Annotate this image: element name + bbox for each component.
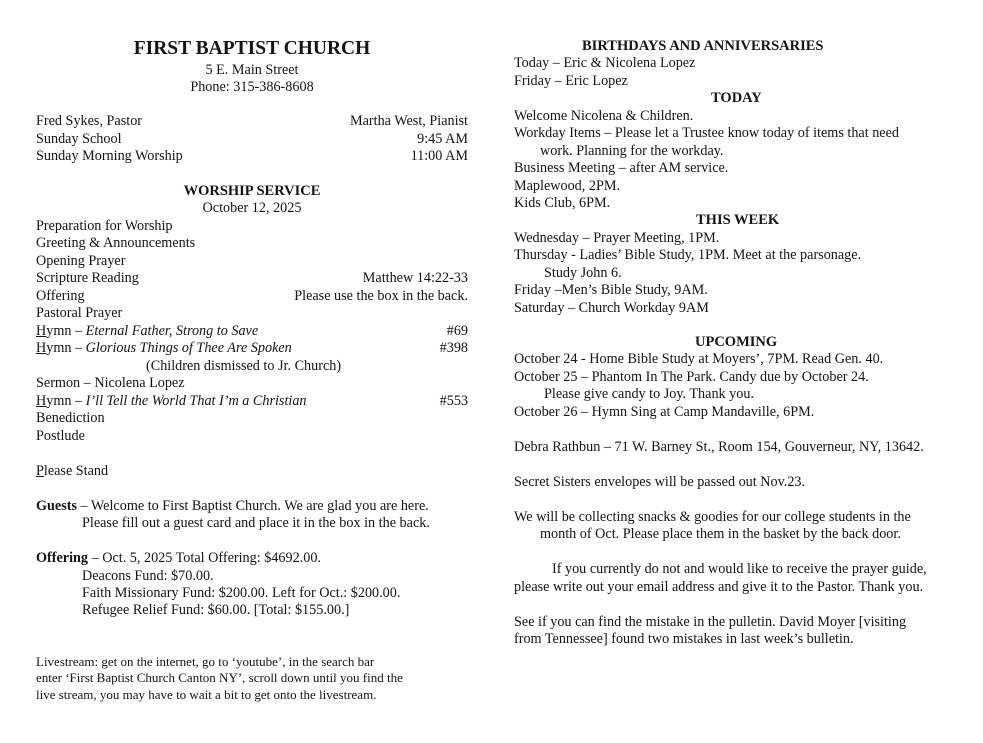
birthday-item: Today – Eric & Nicolena Lopez <box>514 55 696 71</box>
debra-address: Debra Rathbun – 71 W. Barney St., Room 154, Gouverneur, NY, 13642. <box>514 439 924 455</box>
worship-date: October 12, 2025 <box>202 200 302 216</box>
staff-left: Fred Sykes, Pastor <box>36 113 143 129</box>
today-item: Kids Club, 6PM. <box>514 195 611 211</box>
this-week-heading: THIS WEEK <box>696 212 780 228</box>
staff-right: 11:00 AM <box>410 148 468 164</box>
hymn-row <box>36 393 468 410</box>
children-note: (Children dismissed to Jr. Church) <box>146 358 342 374</box>
week-item: Saturday – Church Workday 9AM <box>514 300 709 316</box>
please-stand-note: Please Stand <box>36 463 109 479</box>
hymn-number: #553 <box>439 393 468 409</box>
upcoming-heading: UPCOMING <box>695 334 778 350</box>
week-item: Thursday - Ladies’ Bible Study, 1PM. Meet at the parsonage. <box>514 247 862 263</box>
today-item: Business Meeting – after AM service. <box>514 160 729 176</box>
week-item: Friday –Men’s Bible Study, 9AM. <box>514 282 708 298</box>
order-item: Opening Prayer <box>36 253 126 269</box>
birthdays-heading: BIRTHDAYS AND ANNIVERSARIES <box>582 38 824 54</box>
upcoming-item-cont: Please give candy to Joy. Thank you. <box>544 386 755 402</box>
hymn-prefix-underlined: H <box>36 323 47 339</box>
staff-left: Sunday School <box>36 131 122 147</box>
secret-sisters-note: Secret Sisters envelopes will be passed out Nov.23. <box>514 474 806 490</box>
hymn-prefix: ymn – <box>46 323 86 339</box>
worship-heading: WORSHIP SERVICE <box>183 183 321 199</box>
guests-note: Guests – Welcome to First Baptist Church. We are glad you are here. <box>36 498 429 514</box>
hymn-title: Eternal Father, Strong to Save <box>85 323 259 339</box>
mistake-note: See if you can find the mistake in the pulletin. David Moyer [visiting <box>514 614 907 630</box>
order-label: Scripture Reading <box>36 270 139 286</box>
hymn-prefix: ymn – <box>46 393 86 409</box>
order-label: Offering <box>36 288 85 304</box>
upcoming-item: October 26 – Hymn Sing at Camp Mandaville, 6PM. <box>514 404 815 420</box>
staff-left: Sunday Morning Worship <box>36 148 183 164</box>
livestream-note: Livestream: get on the internet, go to ‘youtube’, in the search bar <box>36 654 375 669</box>
fund-item: Refugee Relief Fund: $60.00. [Total: $155.00.] <box>82 602 350 618</box>
hymn-prefix-underlined: H <box>36 393 47 409</box>
livestream-note: live stream, you may have to wait a bit to get onto the livestream. <box>36 687 377 702</box>
staff-row <box>36 113 468 130</box>
today-item: Maplewood, 2PM. <box>514 178 621 194</box>
scripture-reference: Matthew 14:22-33 <box>362 270 468 286</box>
hymn-prefix: ymn – <box>46 340 86 356</box>
church-phone: Phone: 315-386-8608 <box>190 79 314 95</box>
mistake-note-cont: from Tennessee] found two mistakes in last week’s bulletin. <box>514 631 854 647</box>
benediction: Benediction <box>36 410 105 426</box>
hymn-title: I’ll Tell the World That I’m a Christian <box>85 393 307 409</box>
hymn-number: #398 <box>439 340 468 356</box>
order-item: Pastoral Prayer <box>36 305 123 321</box>
upcoming-item: October 25 – Phantom In The Park. Candy due by October 24. <box>514 369 869 385</box>
sermon: Sermon – Nicolena Lopez <box>36 375 185 391</box>
guests-label: Guests <box>36 498 77 514</box>
staff-row <box>36 131 468 148</box>
today-heading: TODAY <box>711 90 762 106</box>
staff-right: 9:45 AM <box>417 131 468 147</box>
church-title: FIRST BAPTIST CHURCH <box>133 38 371 59</box>
hymn-prefix-underlined: H <box>36 340 47 356</box>
offering-note: Please use the box in the back. <box>294 288 468 304</box>
snacks-note-cont: month of Oct. Please place them in the basket by the back door. <box>540 526 901 542</box>
postlude: Postlude <box>36 428 85 444</box>
birthday-item: Friday – Eric Lopez <box>514 73 628 89</box>
church-address: 5 E. Main Street <box>205 62 299 78</box>
hymn-title: Glorious Things of Thee Are Spoken <box>85 340 292 356</box>
week-item: Wednesday – Prayer Meeting, 1PM. <box>514 230 720 246</box>
hymn-row <box>36 323 468 340</box>
today-item: Welcome Nicolena & Children. <box>514 108 694 124</box>
prayer-guide-note-cont: please write out your email address and give it to the Pastor. Thank you. <box>514 579 924 595</box>
offering-summary: Offering – Oct. 5, 2025 Total Offering: $4692.00. <box>36 550 321 566</box>
fund-item: Deacons Fund: $70.00. <box>82 568 214 584</box>
staff-right: Martha West, Pianist <box>350 113 468 129</box>
fund-item: Faith Missionary Fund: $200.00. Left for Oct.: $200.00. <box>82 585 401 601</box>
today-item-cont: work. Planning for the workday. <box>540 143 724 159</box>
today-item: Workday Items – Please let a Trustee know today of items that need <box>514 125 899 141</box>
offering-label: Offering <box>36 550 89 566</box>
order-item <box>36 288 468 305</box>
week-item-cont: Study John 6. <box>544 265 622 281</box>
upcoming-item: October 24 - Home Bible Study at Moyers’, 7PM. Read Gen. 40. <box>514 351 884 367</box>
hymn-row <box>36 340 468 357</box>
guests-note-cont: Please fill out a guest card and place it in the box in the back. <box>82 515 430 531</box>
livestream-note: enter ‘First Baptist Church Canton NY’, scroll down until you find the <box>36 670 403 685</box>
hymn-number: #69 <box>446 323 468 339</box>
order-item: Greeting & Announcements <box>36 235 196 251</box>
order-item <box>36 270 468 287</box>
snacks-note: We will be collecting snacks & goodies for our college students in the <box>514 509 911 525</box>
order-item: Preparation for Worship <box>36 218 173 234</box>
staff-row <box>36 148 468 165</box>
prayer-guide-note: If you currently do not and would like to receive the prayer guide, <box>552 561 927 577</box>
